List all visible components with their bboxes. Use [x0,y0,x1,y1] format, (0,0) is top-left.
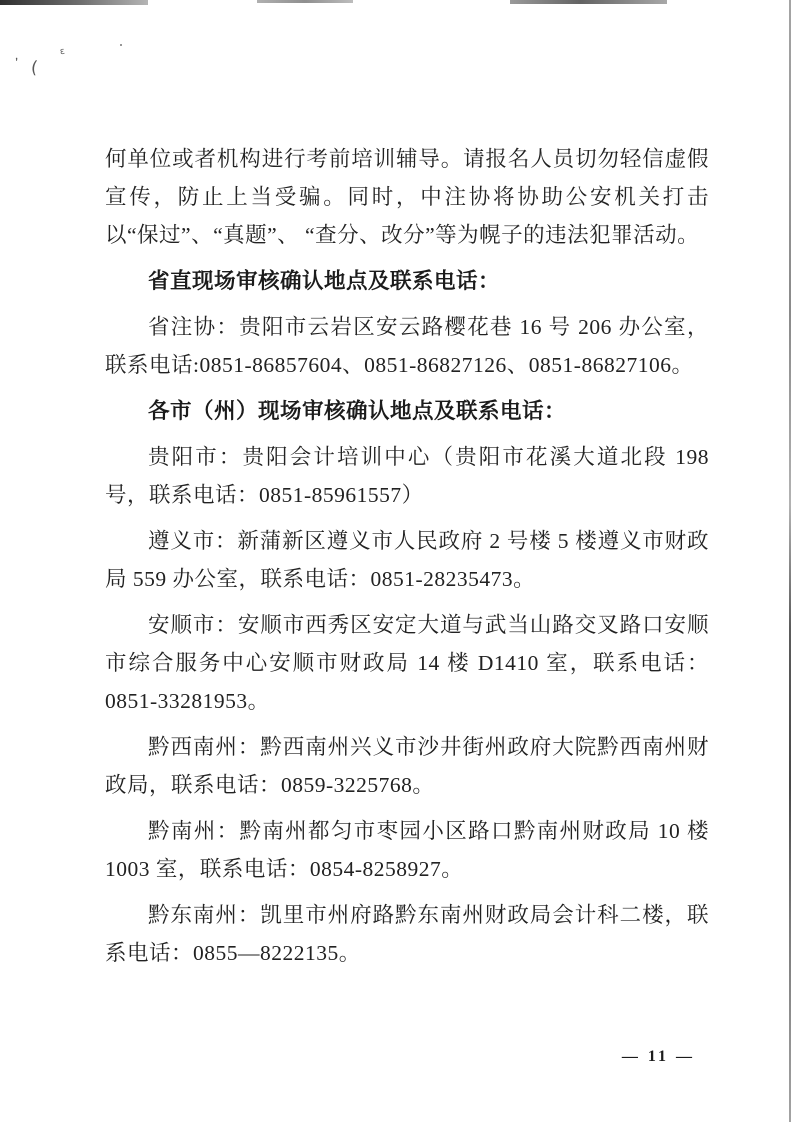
scan-smudge-top-right [510,0,667,4]
paragraph-anshun-contact: 安顺市：安顺市西秀区安定大道与武当山路交叉路口安顺市综合服务中心安顺市财政局 14 楼 D1410 室，联系电话：0851-33281953。 [105,613,709,713]
heading-city-state-review-contacts: 各市（州）现场审核确认地点及联系电话： [148,399,567,423]
pen-mark: ʼ [13,55,23,72]
scan-smudge-top-left [0,0,148,5]
pen-dot-mark [120,44,122,46]
page-number: — 11 — [621,1048,695,1065]
paragraph-qiannan-contact: 黔南州：黔南州都匀市枣园小区路口黔南州财政局 10 楼 1003 室，联系电话：0854-8258927。 [105,819,709,881]
pen-mark: ɛ [59,46,66,58]
pen-mark: ( [29,57,39,79]
paragraph-qiandongnan-contact: 黔东南州：凯里市州府路黔东南州财政局会计科二楼，联系电话：0855—8222135。 [105,903,709,965]
paragraph-qianxinan-contact: 黔西南州：黔西南州兴义市沙井街州政府大院黔西南州财政局，联系电话：0859-3225768。 [105,735,709,797]
paragraph-zunyi-contact: 遵义市：新蒲新区遵义市人民政府 2 号楼 5 楼遵义市财政局 559 办公室，联系电话：0851-28235473。 [105,529,709,591]
document-body [105,140,709,980]
scan-right-edge-line [789,0,791,1122]
paragraph-provincial-association-contact: 省注协：贵阳市云岩区安云路樱花巷 16 号 206 办公室，联系电话:0851-86857604、0851-86827126、0851-86827106。 [105,315,709,377]
heading-provincial-review-contacts: 省直现场审核确认地点及联系电话： [148,269,501,293]
paragraph-guiyang-contact: 贵阳市：贵阳会计培训中心（贵阳市花溪大道北段 198 号，联系电话：0851-85961557） [105,445,709,507]
scan-smudge-top-middle [257,0,353,3]
paragraph-warning-continuation: 何单位或者机构进行考前培训辅导。请报名人员切勿轻信虚假宣传，防止上当受骗。同时，中注协将协助公安机关打击以“保过”、“真题”、 “查分、改分”等为幌子的违法犯罪活动。 [105,147,709,247]
